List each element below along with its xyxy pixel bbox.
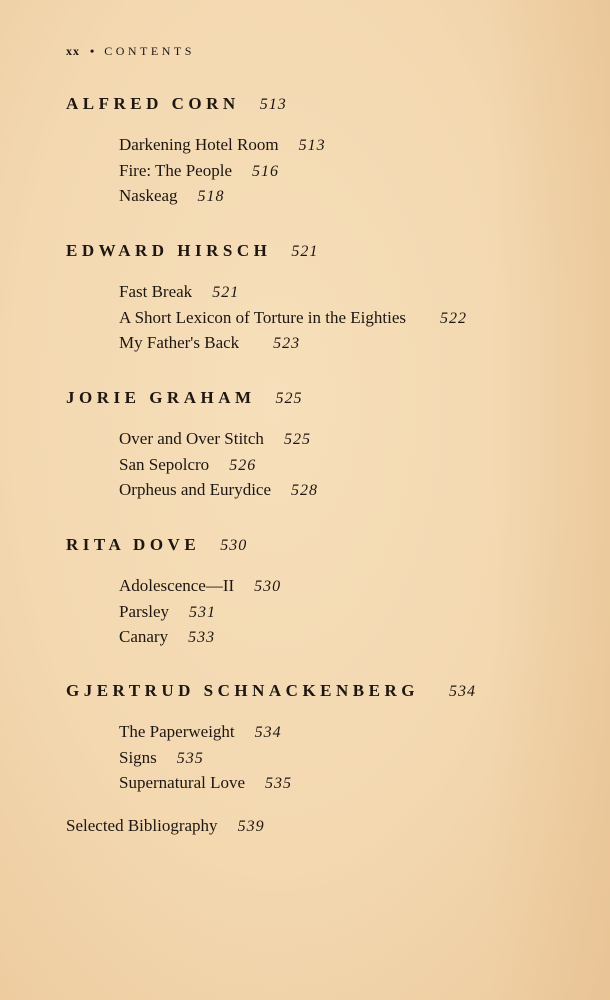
contents-section-alfred-corn [66, 94, 586, 210]
poem-title: Fire: The People [119, 160, 232, 180]
author-name: ALFRED CORN [66, 94, 240, 113]
poem-list [66, 427, 586, 504]
author-name: EDWARD HIRSCH [66, 241, 272, 260]
running-head-label: CONTENTS [104, 44, 195, 58]
poem-page-number: 525 [283, 431, 311, 448]
poem-entry [119, 184, 586, 210]
poem-page-number: 516 [252, 162, 279, 180]
poem-page-number: 521 [212, 284, 240, 301]
poem-entry [119, 720, 586, 746]
bibliography-page-number: 539 [237, 818, 265, 835]
bibliography-entry [66, 816, 265, 836]
poem-entry [119, 331, 586, 357]
poem-entry [119, 746, 586, 772]
poem-entry [119, 771, 586, 797]
poem-entry [119, 306, 586, 332]
poem-entry [119, 133, 586, 159]
contents-section-edward-hirsch [66, 241, 586, 357]
author-heading [66, 535, 586, 556]
poem-entry [119, 625, 586, 651]
author-heading [66, 388, 586, 409]
running-head-separator: • [90, 44, 95, 58]
poem-title: Naskeag [119, 186, 178, 206]
author-page-number: 525 [275, 390, 303, 407]
poem-entry [119, 427, 586, 453]
poem-title: My Father's Back [119, 333, 240, 353]
poem-entry [119, 574, 586, 600]
poem-title: Orpheus and Eurydice [119, 480, 272, 500]
poem-entry [119, 453, 586, 479]
poem-page-number: 530 [254, 578, 282, 595]
running-head-page-number: xx [66, 44, 80, 58]
poem-title: Supernatural Love [119, 773, 246, 793]
poem-page-number: 518 [197, 188, 225, 206]
author-heading [66, 241, 586, 262]
poem-list [66, 280, 586, 357]
contents-section-jorie-graham [66, 388, 586, 504]
poem-title: Signs [119, 747, 157, 767]
author-name: JORIE GRAHAM [66, 388, 256, 407]
poem-page-number: 528 [291, 482, 319, 500]
poem-page-number: 526 [229, 456, 257, 474]
poem-page-number: 533 [188, 629, 216, 647]
author-heading [66, 681, 586, 702]
poem-entry [119, 159, 586, 185]
author-page-number: 534 [448, 683, 476, 700]
poem-page-number: 531 [189, 603, 217, 621]
poem-list [66, 574, 586, 651]
contents-section-gjertrud-schnackenberg [66, 681, 586, 797]
author-name: GJERTRUD SCHNACKENBERG [66, 681, 419, 700]
poem-list [66, 133, 586, 210]
poem-page-number: 523 [273, 335, 301, 353]
poem-page-number: 522 [439, 309, 467, 327]
author-page-number: 530 [220, 537, 248, 554]
poem-entry [119, 478, 586, 504]
running-head [66, 44, 195, 59]
contents-section-rita-dove [66, 535, 586, 651]
poem-title: The Paperweight [119, 722, 235, 741]
author-heading [66, 94, 586, 115]
poem-entry [119, 600, 586, 626]
poem-page-number: 534 [254, 724, 282, 741]
poem-title: Fast Break [119, 282, 193, 301]
poem-page-number: 535 [176, 749, 204, 767]
poem-page-number: 513 [298, 137, 326, 154]
poem-title: Canary [119, 627, 169, 647]
poem-title: Parsley [119, 601, 170, 621]
poem-list [66, 720, 586, 797]
author-page-number: 521 [291, 243, 319, 260]
poem-entry [119, 280, 586, 306]
poem-title: A Short Lexicon of Torture in the Eighties [119, 307, 406, 327]
poem-page-number: 535 [265, 775, 293, 793]
poem-title: Darkening Hotel Room [119, 135, 279, 154]
poem-title: Adolescence—II [119, 576, 235, 595]
poem-title: San Sepolcro [119, 454, 210, 474]
author-page-number: 513 [259, 96, 287, 113]
poem-title: Over and Over Stitch [119, 429, 264, 448]
author-name: RITA DOVE [66, 535, 201, 554]
bibliography-title: Selected Bibliography [66, 816, 218, 835]
